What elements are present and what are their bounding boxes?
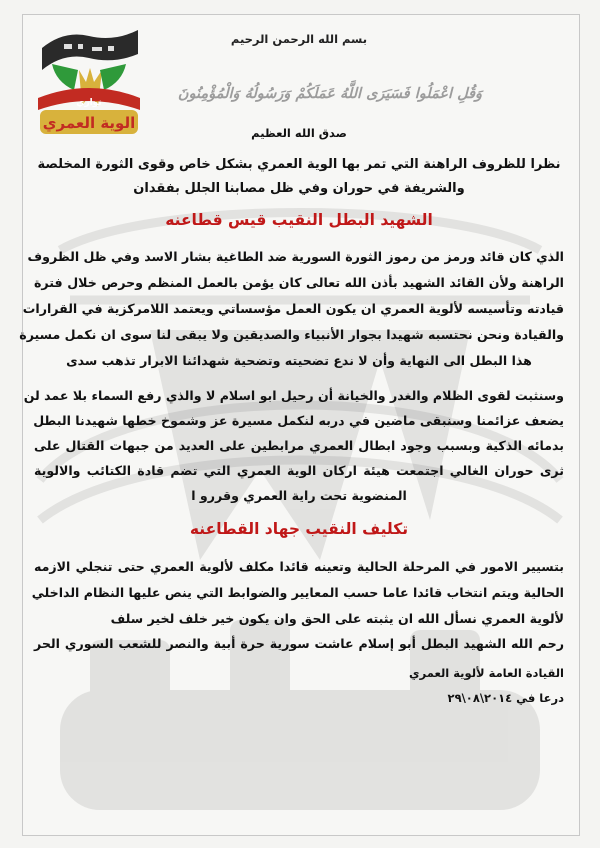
assignment-title: تكليف النقيب جهاد القطاعنه — [189, 520, 409, 538]
quran-verse: وَقُلِ اعْمَلُوا فَسَيَرَى اللَّهُ عَمَلَكُمْ وَرَسُولُهُ وَالْمُؤْمِنُونَ — [177, 85, 483, 102]
paragraph3-line: بتسيير الامور في المرحلة الحالية وتعينه قائدا مكلف لألوية العمري حتى تنجلي الازمه — [34, 559, 564, 574]
paragraph2-line: ثرى حوران الغالي اجتمعت هيئة اركان الوية العمري التي تضم قادة الكتائب والالوية — [34, 463, 564, 478]
paragraph2-line: يضعف عزائمنا وسنبقى ماضين في دربه لنكمل مسيرة عز وشموخ خطها شهيدنا البطل — [33, 413, 564, 428]
paragraph2-line: وسنثبت لقوى الظلام والغدر والخيانة أن رحيل ابو اسلام لا والذي رفع السماء بلا عمد لن — [23, 388, 564, 403]
paragraph2-line: المنضوية تحت راية العمري وقررو ا — [191, 488, 407, 503]
paragraph1-line: والقيادة ونحن نحتسبه شهيدا بجوار الأنبياء والصديقين ولا يبقى لنا سوى ان نكمل مسيرة — [19, 327, 564, 342]
paragraph1-line: قيادته وتأسيسه لألوية العمري ان يكون العمل مؤسساتي ويعتمد اللامركزية في القرارات — [22, 301, 564, 316]
martyr-title: الشهيد البطل النقيب قيس قطاعنه — [165, 211, 433, 229]
paragraph1-line: الذي كان قائد ورمز من رموز الثورة السورية ضد الطاغية بشار الاسد وفي ظل الظروف — [27, 249, 564, 264]
paragraph3-line: رحم الله الشهيد البطل أبو إسلام عاشت سورية حرة أبية والنصر للشعب السوري الحر — [34, 636, 564, 651]
signature-date: درعا في ٢٠١٤\٠٨\٢٩ — [447, 691, 564, 705]
intro-line-2: والشريفة في حوران وفي ظل مصابنا الجلل بفقدان — [133, 181, 465, 196]
paragraph2-line: بدمائه الذكية وبسبب وجود ابطال العمري مرابطين على العديد من جبهات القتال على — [34, 438, 564, 453]
intro-line-1: نظرا للظروف الراهنة التي تمر بها الوية العمري بشكل خاص وقوى الثورة المخلصة — [37, 157, 561, 172]
paragraph3-line: الحالية ويتم انتخاب قائدا عاما حسب المعايير والضوابط التي ينص عليها النظام الداخلي — [31, 585, 564, 600]
logo-name: الوية العمري — [42, 114, 136, 132]
signature-org: القيادة العامة لألوية العمري — [409, 666, 564, 680]
sadaq-allah: صدق الله العظيم — [251, 126, 347, 140]
paragraph1-line: هذا البطل الى النهاية وأن لا ندع تضحيته وتضحية شهدائنا الابرار تذهب سدى — [66, 353, 532, 368]
paragraph3-line: لألوية العمري نسأل الله ان يثبته على الحق وان يكون خير خلف لخير سلف — [110, 611, 564, 626]
svg-text:نواري: نواري — [76, 98, 102, 108]
bismillah: بسم الله الرحمن الرحيم — [230, 32, 368, 46]
paragraph1-line: الراهنة ولأن القائد الشهيد بأذن الله تعالى كان يؤمن بالعمل المنظم وحرص خلال فترة — [34, 275, 564, 290]
